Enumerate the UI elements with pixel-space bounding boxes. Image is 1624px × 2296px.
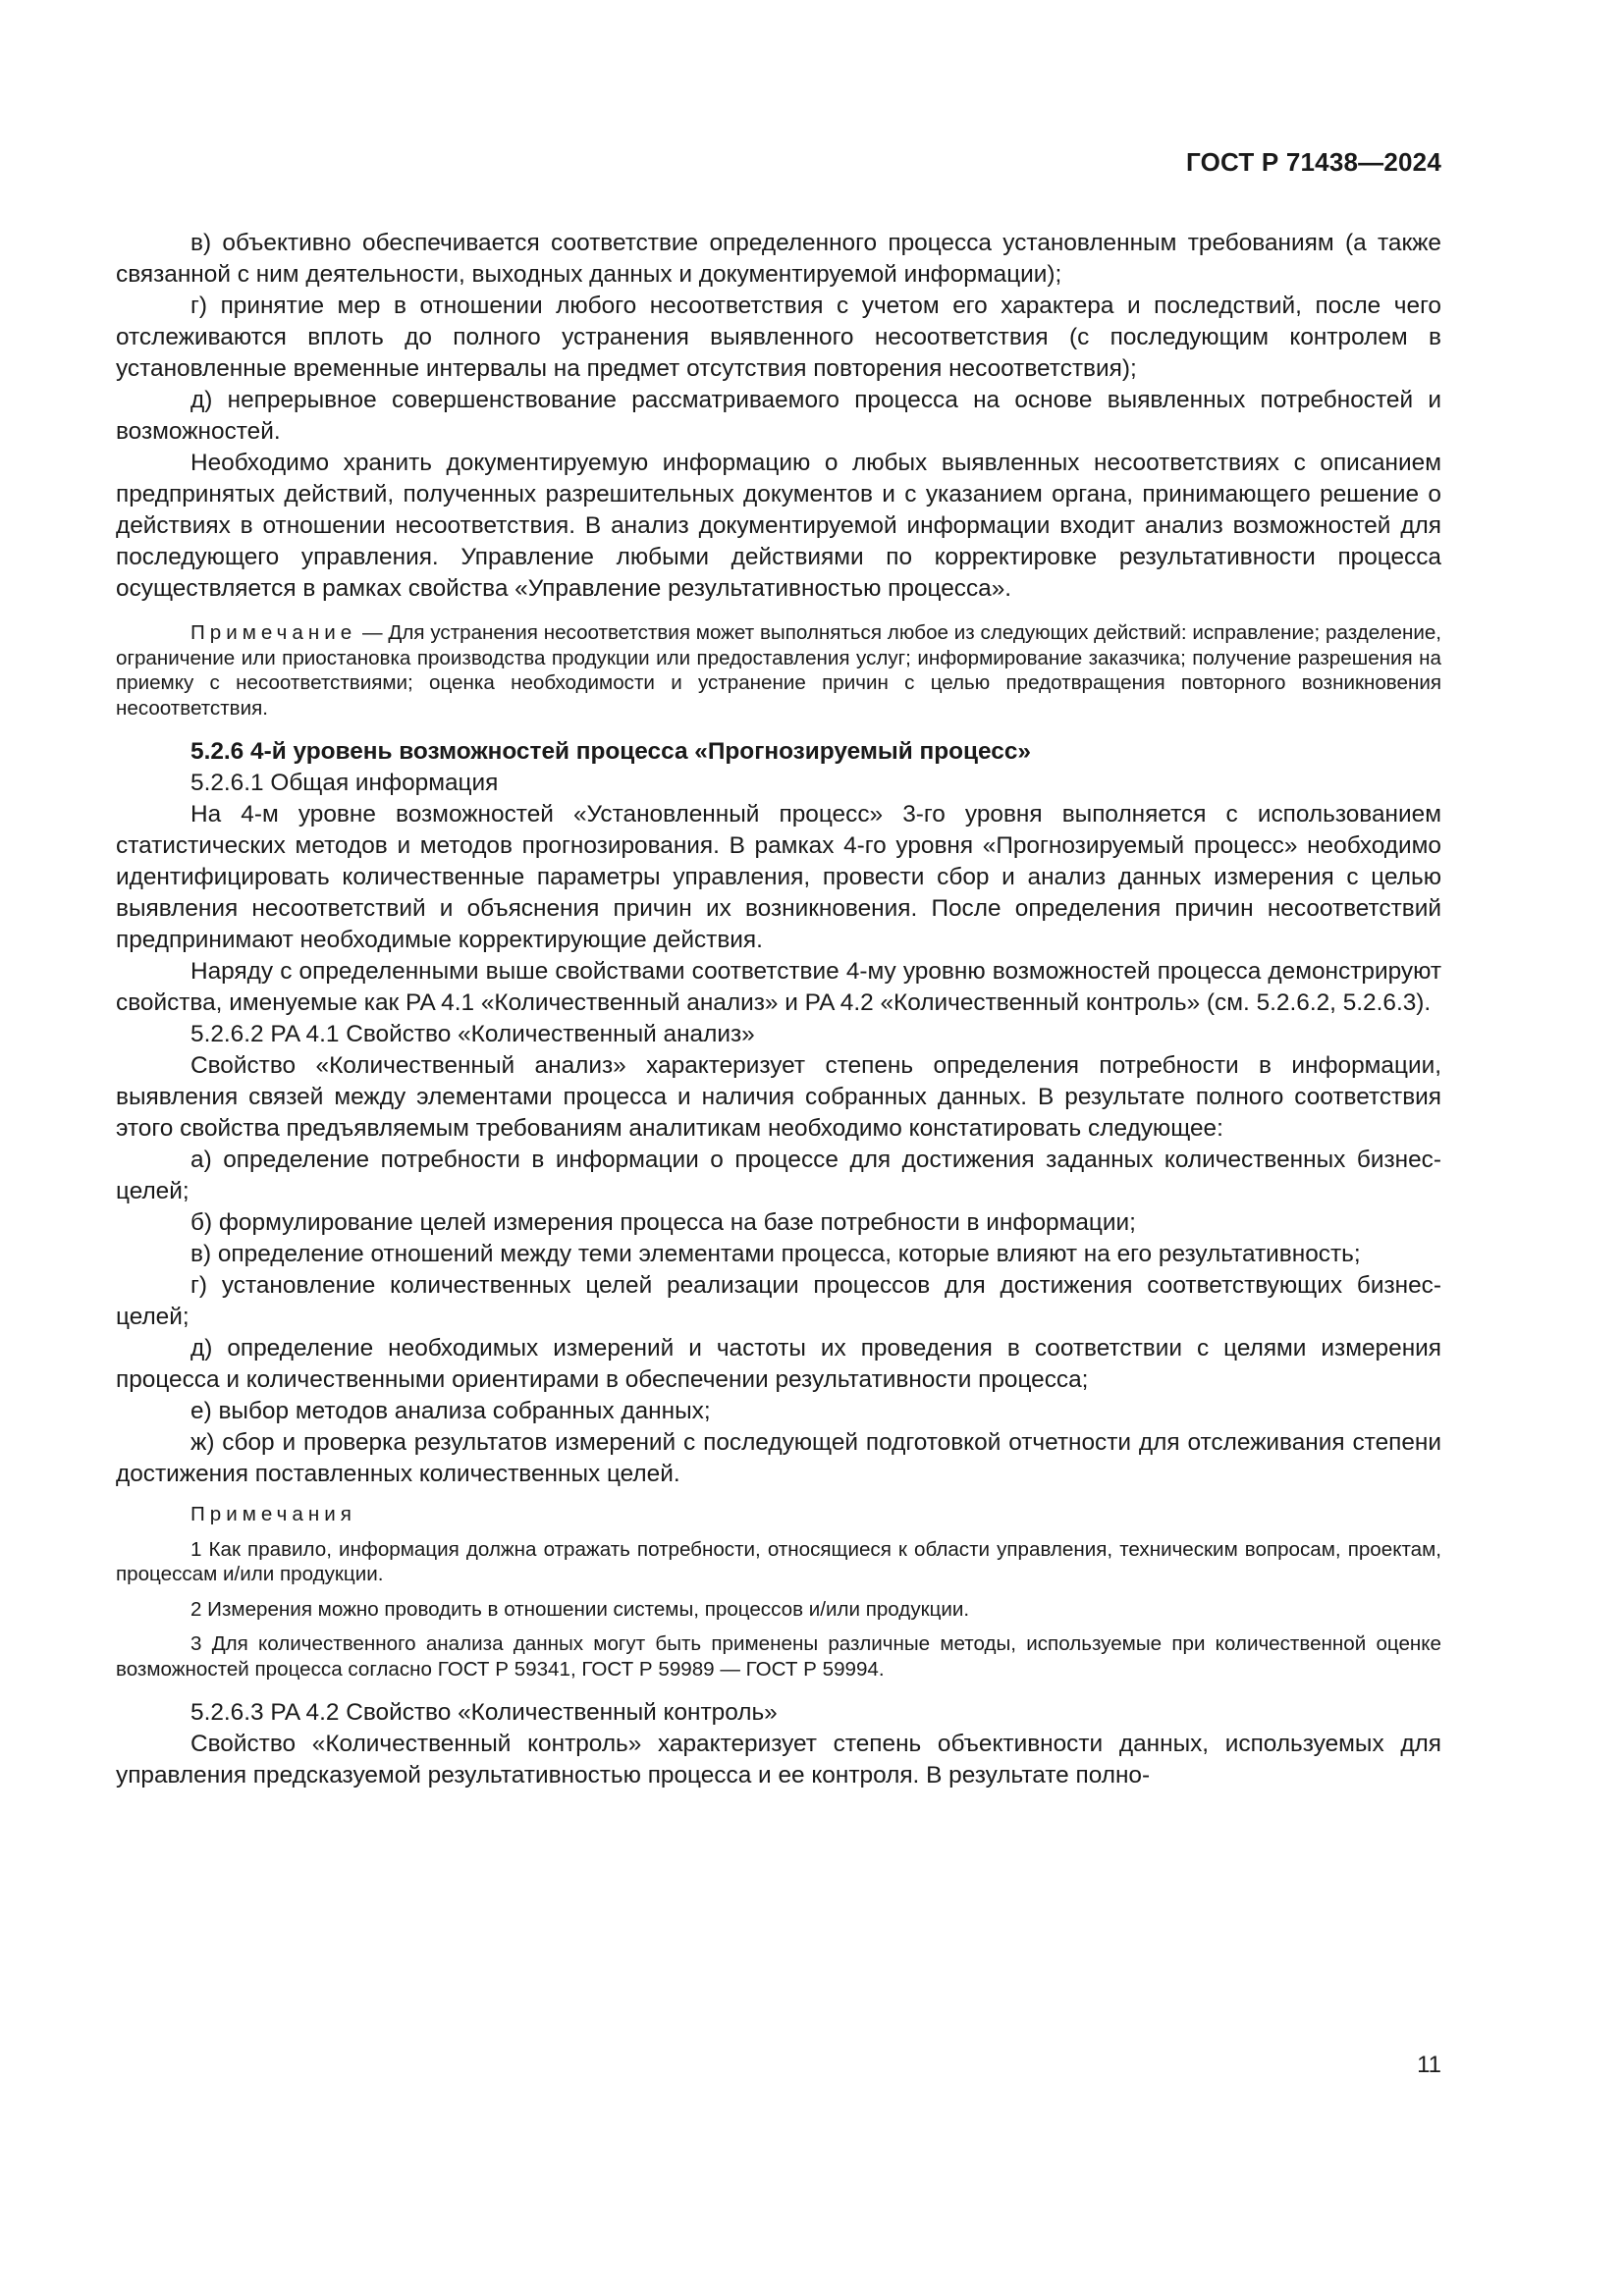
- subsection-heading-5-2-6-3: 5.2.6.3 PA 4.2 Свойство «Количественный контроль»: [190, 1699, 778, 1726]
- list-item-v-objective: в) объективно обеспечивается соответствие определенного процесса установленным требованиям (а также связанной с ним деятельности, выходных данных и документируемой информации);: [116, 230, 1441, 288]
- note-2: 2 Измерения можно проводить в отношении системы, процессов и/или продукции.: [190, 1597, 970, 1621]
- list-item-g-measures: г) принятие мер в отношении любого несоответствия с учетом его характера и последствий, после чего отслеживаются вплоть до полного устранения выявленного несоответствия (с последующим контролем в установленные временные интервалы на предмет отсутствия повторения несоответствия);: [116, 293, 1441, 382]
- subsection-heading-5-2-6-2: 5.2.6.2 PA 4.1 Свойство «Количественный анализ»: [190, 1021, 755, 1047]
- paragraph-documented-info: Необходимо хранить документируемую информацию о любых выявленных несоответствиях с описанием предпринятых действий, полученных разрешительных документов и с указанием органа, принимающего решение о действиях в отношении несоответствия. В анализ документируемой информации входит анализ возможностей для последующего управления. Управление любыми действиями по корректировке результативности процесса осуществляется в рамках свойства «Управление результативностью процесса».: [116, 450, 1441, 602]
- subsection-heading-5-2-6-1: 5.2.6.1 Общая информация: [190, 770, 499, 796]
- list-item-a: а) определение потребности в информации о процессе для достижения заданных количественных бизнес-целей;: [116, 1147, 1441, 1204]
- list-item-g: г) установление количественных целей реализации процессов для достижения соответствующих бизнес-целей;: [116, 1272, 1441, 1330]
- list-item-e: е) выбор методов анализа собранных данных;: [190, 1398, 711, 1424]
- paragraph-quantitative-control: Свойство «Количественный контроль» характеризует степень объективности данных, используемых для управления предсказуемой результативностью процесса и ее контроля. В результате полно-: [116, 1731, 1441, 1789]
- list-item-v: в) определение отношений между теми элементами процесса, которые влияют на его результативность;: [190, 1241, 1361, 1267]
- page-number: 11: [1417, 2052, 1441, 2078]
- document-body: [116, 228, 1441, 1791]
- notes-heading: Примечания: [190, 1503, 356, 1525]
- list-item-d: д) определение необходимых измерений и частоты их проведения в соответствии с целями измерения процесса и количественными ориентирами в обеспечении результативности процесса;: [116, 1335, 1441, 1393]
- note-nonconformity: [116, 620, 1441, 721]
- paragraph-quantitative-analysis: Свойство «Количественный анализ» характеризует степень определения потребности в информации, выявления связей между элементами процесса и наличия собранных данных. В результате полного соответствия этого свойства предъявляемым требованиям аналитикам необходимо констатировать следующее:: [116, 1052, 1441, 1142]
- document-code-header: ГОСТ Р 71438—2024: [1186, 147, 1441, 177]
- note-text: — Для устранения несоответствия может выполняться любое из следующих действий: исправление; разделение, ограничение или приостановка производства продукции или предоставления услуг; информирование заказчика; получение разрешения на приемку с несоответствиями; оценка необходимости и устранение причин с целью предотвращения повторного возникновения несоответствия.: [116, 621, 1441, 720]
- note-label: Примечание: [190, 621, 357, 644]
- note-1: 1 Как правило, информация должна отражать потребности, относящиеся к области управления, техническим вопросам, проектам, процессам и/или продукции.: [116, 1537, 1441, 1585]
- section-heading-5-2-6: 5.2.6 4-й уровень возможностей процесса «Прогнозируемый процесс»: [190, 738, 1031, 765]
- note-3: 3 Для количественного анализа данных могут быть применены различные методы, используемые при количественной оценке возможностей процесса согласно ГОСТ Р 59341, ГОСТ Р 59989 — ГОСТ Р 59994.: [116, 1632, 1441, 1681]
- paragraph-level4-overview: На 4-м уровне возможностей «Установленный процесс» 3-го уровня выполняется с использованием статистических методов и методов прогнозирования. В рамках 4-го уровня «Прогнозируемый процесс» необходимо идентифицировать количественные параметры управления, провести сбор и анализ данных измерения с целью выявления несоответствий и объяснения причин их возникновения. После определения причин несоответствий предпринимают необходимые корректирующие действия.: [116, 801, 1441, 953]
- list-item-d-improvement: д) непрерывное совершенствование рассматриваемого процесса на основе выявленных потребностей и возможностей.: [116, 387, 1441, 445]
- list-item-b: б) формулирование целей измерения процесса на базе потребности в информации;: [190, 1209, 1136, 1236]
- list-item-zh: ж) сбор и проверка результатов измерений с последующей подготовкой отчетности для отслеживания степени достижения поставленных количественных целей.: [116, 1429, 1441, 1487]
- paragraph-level4-attributes: Наряду с определенными выше свойствами соответствие 4-му уровню возможностей процесса демонстрируют свойства, именуемые как PA 4.1 «Количественный анализ» и PA 4.2 «Количественный контроль» (см. 5.2.6.2, 5.2.6.3).: [116, 958, 1441, 1016]
